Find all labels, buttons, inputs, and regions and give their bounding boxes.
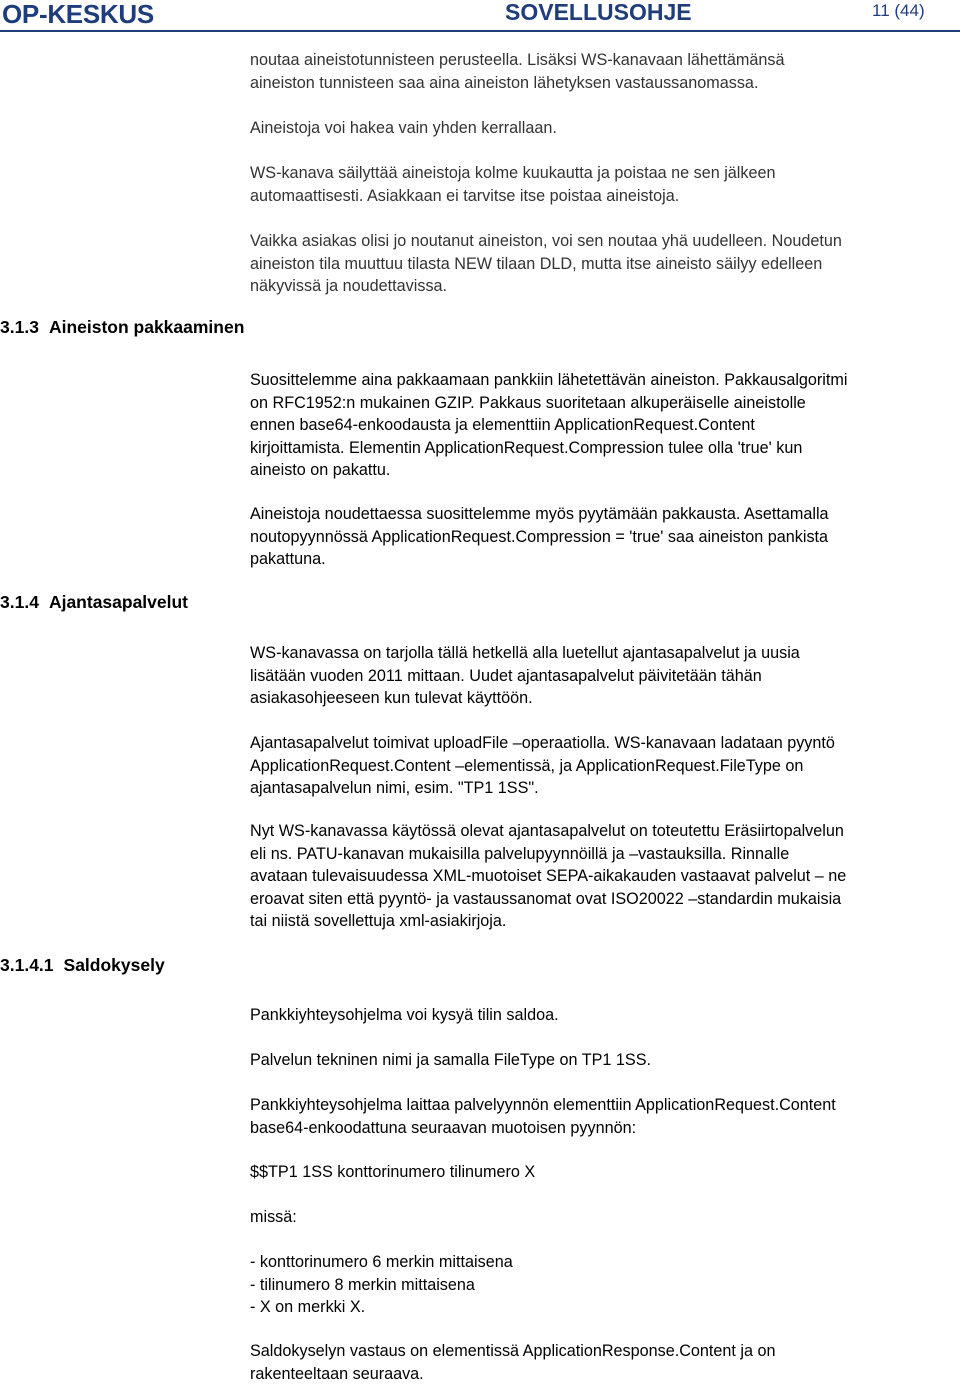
text-line: Vaikka asiakas olisi jo noutanut aineiston, voi sen noutaa yhä uudelleen. Noudetun bbox=[250, 230, 958, 253]
section-3-1-4-1-paragraph-1 bbox=[250, 1004, 958, 1027]
text-line: lisätään vuoden 2011 mittaan. Uudet ajantasapalvelut päivitetään tähän bbox=[250, 665, 958, 688]
text-line: - X on merkki X. bbox=[250, 1296, 958, 1319]
section-3-1-4-paragraph-1 bbox=[250, 642, 958, 710]
section-3-1-4-paragraph-2 bbox=[250, 732, 958, 800]
text-line: rakenteeltaan seuraava. bbox=[250, 1363, 958, 1385]
text-line: aineisto on pakattu. bbox=[250, 459, 958, 482]
text-line: Aineistoja noudettaessa suosittelemme myös pyytämään pakkausta. Asettamalla bbox=[250, 503, 958, 526]
section-3-1-4-1-paragraph-3 bbox=[250, 1094, 958, 1139]
text-line: kirjoittamista. Elementin ApplicationRequest.Compression tulee olla 'true' kun bbox=[250, 437, 958, 460]
text-line: $$TP1 1SS konttorinumero tilinumero X bbox=[250, 1161, 958, 1184]
text-line: base64-enkoodattuna seuraavan muotoisen pyynnön: bbox=[250, 1117, 958, 1140]
section-3-1-3-paragraph-2 bbox=[250, 503, 958, 571]
section-heading-3-1-3 bbox=[0, 317, 244, 338]
section-title: Saldokysely bbox=[64, 955, 165, 976]
section-3-1-4-paragraph-3 bbox=[250, 820, 958, 933]
document-title: SOVELLUSOHJE bbox=[505, 0, 692, 26]
section-number: 3.1.4 bbox=[0, 592, 39, 613]
page-number: 11 (44) bbox=[872, 1, 925, 21]
text-line: tai niistä sovellettuja xml-asiakirjoja. bbox=[250, 910, 958, 933]
text-line: ajantasapalvelun nimi, esim. "TP1 1SS". bbox=[250, 777, 958, 800]
text-line: Suosittelemme aina pakkaamaan pankkiin lähetettävän aineiston. Pakkausalgoritmi bbox=[250, 369, 958, 392]
text-line: WS-kanava säilyttää aineistoja kolme kuukautta ja poistaa ne sen jälkeen bbox=[250, 162, 958, 185]
text-line: noutaa aineistotunnisteen perusteella. Lisäksi WS-kanavaan lähettämänsä bbox=[250, 49, 958, 72]
text-line: näkyvissä ja noudettavissa. bbox=[250, 275, 958, 298]
text-line: Pankkiyhteysohjelma voi kysyä tilin saldoa. bbox=[250, 1004, 958, 1027]
text-line: ennen base64-enkoodausta ja elementtiin ApplicationRequest.Content bbox=[250, 414, 958, 437]
section-number: 3.1.4.1 bbox=[0, 955, 54, 976]
text-line: on RFC1952:n mukainen GZIP. Pakkaus suoritetaan alkuperäiselle aineistolle bbox=[250, 392, 958, 415]
text-line: asiakasohjeeseen kun tulevat käyttöön. bbox=[250, 687, 958, 710]
header-divider bbox=[0, 30, 960, 32]
text-line: Palvelun tekninen nimi ja samalla FileType on TP1 1SS. bbox=[250, 1049, 958, 1072]
intro-paragraph-4 bbox=[250, 230, 958, 298]
text-line: aineiston tunnisteen saa aina aineiston lähetyksen vastaussanomassa. bbox=[250, 72, 958, 95]
intro-paragraph-2 bbox=[250, 117, 958, 140]
brand-name: OP-KESKUS bbox=[2, 0, 154, 30]
text-line: eroavat siten että pyyntö- ja vastaussanomat ovat ISO20022 –standardin mukaisia bbox=[250, 888, 958, 911]
text-line: Nyt WS-kanavassa käytössä olevat ajantasapalvelut on toteutettu Eräsiirtopalvelun bbox=[250, 820, 958, 843]
text-line: - konttorinumero 6 merkin mittaisena bbox=[250, 1251, 958, 1274]
section-3-1-4-1-request-format bbox=[250, 1161, 958, 1184]
section-heading-3-1-4 bbox=[0, 592, 188, 613]
text-line: pakattuna. bbox=[250, 548, 958, 571]
text-line: automaattisesti. Asiakkaan ei tarvitse itse poistaa aineistoja. bbox=[250, 185, 958, 208]
section-3-1-4-1-paragraph-where bbox=[250, 1206, 958, 1229]
text-line: WS-kanavassa on tarjolla tällä hetkellä alla luetellut ajantasapalvelut ja uusia bbox=[250, 642, 958, 665]
text-line: ApplicationRequest.Content –elementissä, ja ApplicationRequest.FileType on bbox=[250, 755, 958, 778]
text-line: Ajantasapalvelut toimivat uploadFile –operaatiolla. WS-kanavaan ladataan pyyntö bbox=[250, 732, 958, 755]
section-title: Aineiston pakkaaminen bbox=[49, 317, 244, 338]
intro-paragraph-3 bbox=[250, 162, 958, 207]
text-line: eli ns. PATU-kanavan mukaisilla palvelupyynnöillä ja –vastauksilla. Rinnalle bbox=[250, 843, 958, 866]
text-line: - tilinumero 8 merkin mittaisena bbox=[250, 1274, 958, 1297]
section-3-1-4-1-paragraph-response bbox=[250, 1340, 958, 1385]
section-number: 3.1.3 bbox=[0, 317, 39, 338]
text-line: aineiston tila muuttuu tilasta NEW tilaan DLD, mutta itse aineisto säilyy edelleen bbox=[250, 253, 958, 276]
text-line: Pankkiyhteysohjelma laittaa palvelyynnön elementtiin ApplicationRequest.Content bbox=[250, 1094, 958, 1117]
section-heading-3-1-4-1 bbox=[0, 955, 165, 976]
text-line: Aineistoja voi hakea vain yhden kerrallaan. bbox=[250, 117, 958, 140]
page-header bbox=[0, 0, 960, 28]
section-3-1-4-1-paragraph-2 bbox=[250, 1049, 958, 1072]
section-title: Ajantasapalvelut bbox=[49, 592, 188, 613]
text-line: Saldokyselyn vastaus on elementissä ApplicationResponse.Content ja on bbox=[250, 1340, 958, 1363]
text-line: noutopyynnössä ApplicationRequest.Compression = 'true' saa aineiston pankista bbox=[250, 526, 958, 549]
section-3-1-3-paragraph-1 bbox=[250, 369, 958, 482]
intro-paragraph-1 bbox=[250, 49, 958, 94]
text-line: avataan tulevaisuudessa XML-muotoiset SEPA-aikakauden vastaavat palvelut – ne bbox=[250, 865, 958, 888]
section-3-1-4-1-field-list bbox=[250, 1251, 958, 1319]
text-line: missä: bbox=[250, 1206, 958, 1229]
